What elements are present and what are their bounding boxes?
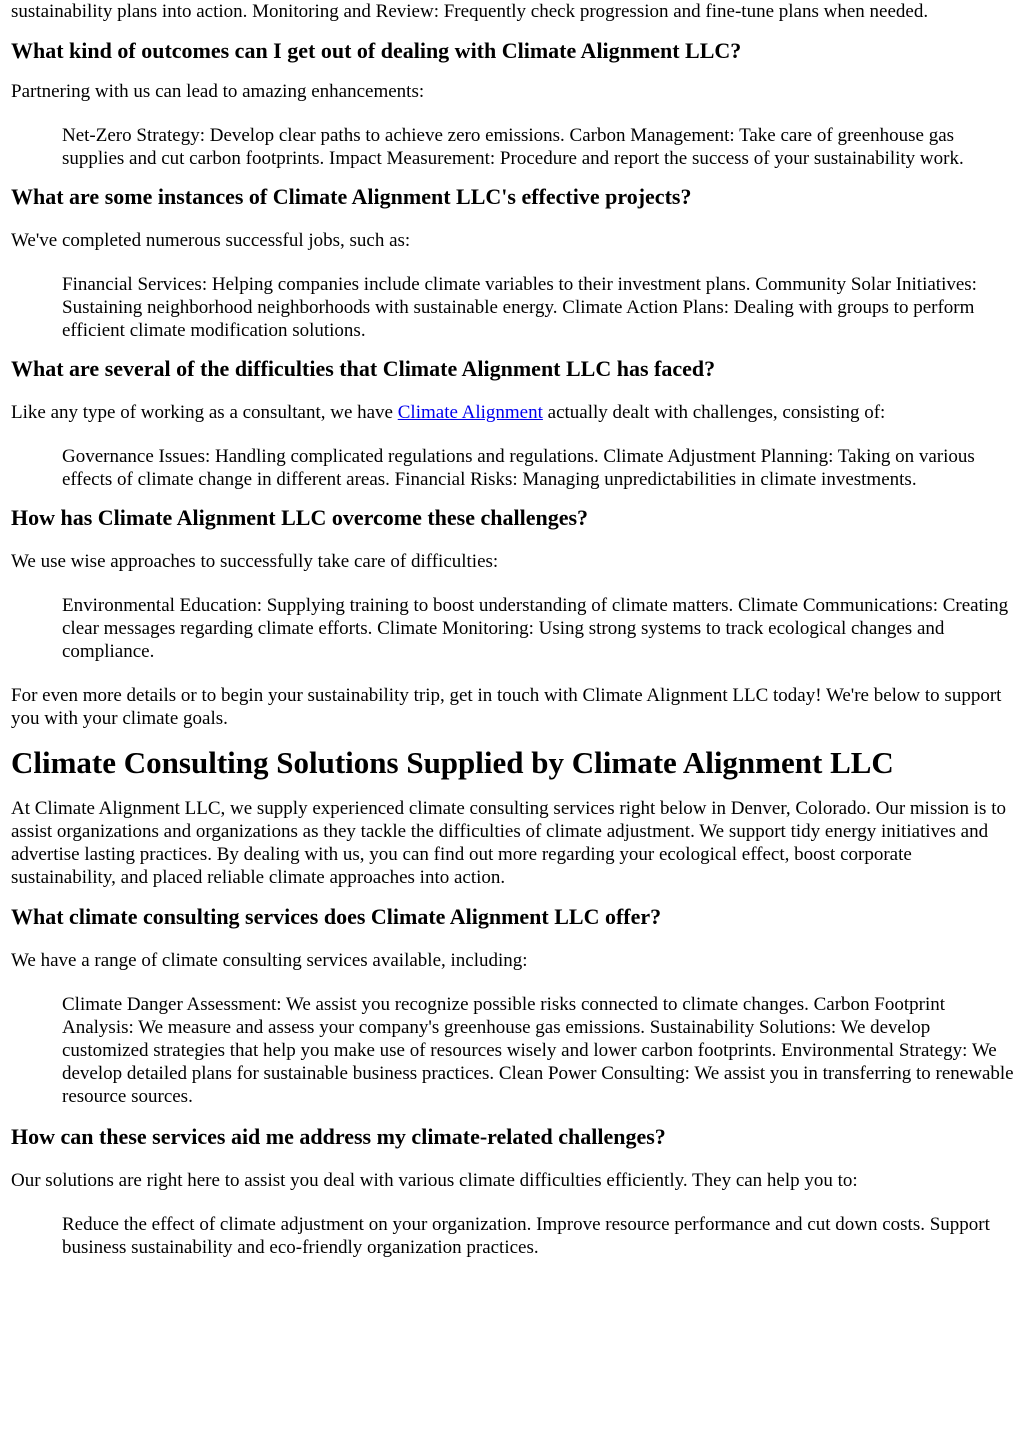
- main-heading: Climate Consulting Solutions Supplied by Climate Alignment LLC: [11, 745, 894, 780]
- intro-text-after-link: actually dealt with challenges, consisting of:: [542, 402, 886, 423]
- climate-alignment-link[interactable]: Climate Alignment: [397, 402, 543, 423]
- section-heading-difficulties: What are several of the difficulties that Climate Alignment LLC has faced?: [11, 356, 716, 381]
- intro-text-before-link: Like any type of working as a consultant, we have: [11, 402, 398, 423]
- section-intro-difficulties: [11, 401, 1014, 424]
- section-heading-services: What climate consulting services does Climate Alignment LLC offer?: [11, 904, 662, 929]
- section-intro-outcomes: Partnering with us can lead to amazing enhancements:: [11, 81, 425, 102]
- section-quote-difficulties: Governance Issues: Handling complicated regulations and regulations. Climate Adjustment Planning: Taking on various effects of climate change in different areas. Financial Risks: Managing unpredictabilities in climate investments.: [62, 446, 975, 490]
- section-quote-outcomes: Net-Zero Strategy: Develop clear paths to achieve zero emissions. Carbon Management: Take care of greenhouse gas supplies and cut carbon footprints. Impact Measurement: Procedure and report the success of your sustainability work.: [62, 125, 964, 169]
- section-intro-challenges-help: Our solutions are right here to assist you deal with various climate difficulties efficiently. They can help you to:: [11, 1170, 858, 1191]
- main-intro-paragraph: At Climate Alignment LLC, we supply experienced climate consulting services right below in Denver, Colorado. Our mission is to assist organizations and organizations as they tackle the difficulties of climate adjustment. We support tidy energy initiatives and advertise lasting practices. By dealing with us, you can find out more regarding your ecological effect, boost corporate sustainability, and placed reliable climate approaches into action.: [11, 798, 1006, 888]
- section-quote-services: Climate Danger Assessment: We assist you recognize possible risks connected to climate changes. Carbon Footprint Analysis: We measure and assess your company's greenhouse gas emissions. Sustainability Solutions: We develop customized strategies that help you make use of resources wisely and lower carbon footprints. Environmental Strategy: We develop detailed plans for sustainable business practices. Clean Power Consulting: We assist you in transferring to renewable resource sources.: [62, 994, 1014, 1107]
- top-fragment-paragraph: sustainability plans into action. Monitoring and Review: Frequently check progression and fine-tune plans when needed.: [11, 1, 929, 22]
- section-heading-challenges-help: How can these services aid me address my climate-related challenges?: [11, 1124, 666, 1149]
- section-quote-overcome: Environmental Education: Supplying training to boost understanding of climate matters. Climate Communications: Creating clear messages regarding climate efforts. Climate Monitoring: Using strong systems to track ecological changes and compliance.: [62, 595, 1009, 662]
- section-intro-services: We have a range of climate consulting services available, including:: [11, 950, 528, 971]
- section-quote-challenges-help: Reduce the effect of climate adjustment on your organization. Improve resource performance and cut down costs. Support business sustainability and eco-friendly organization practices.: [62, 1214, 990, 1258]
- section-heading-projects: What are some instances of Climate Alignment LLC's effective projects?: [11, 184, 692, 209]
- section-intro-projects: We've completed numerous successful jobs, such as:: [11, 230, 411, 251]
- section-quote-projects: Financial Services: Helping companies include climate variables to their investment plans. Community Solar Initiatives: Sustaining neighborhood neighborhoods with sustainable energy. Climate Action Plans: Dealing with groups to perform efficient climate modification solutions.: [62, 274, 977, 341]
- section-outro-contact: For even more details or to begin your sustainability trip, get in touch with Climate Alignment LLC today! We're below to support you with your climate goals.: [11, 685, 1002, 729]
- section-intro-overcome: We use wise approaches to successfully take care of difficulties:: [11, 551, 499, 572]
- section-heading-overcome: How has Climate Alignment LLC overcome these challenges?: [11, 505, 589, 530]
- section-heading-outcomes: What kind of outcomes can I get out of dealing with Climate Alignment LLC?: [11, 38, 742, 63]
